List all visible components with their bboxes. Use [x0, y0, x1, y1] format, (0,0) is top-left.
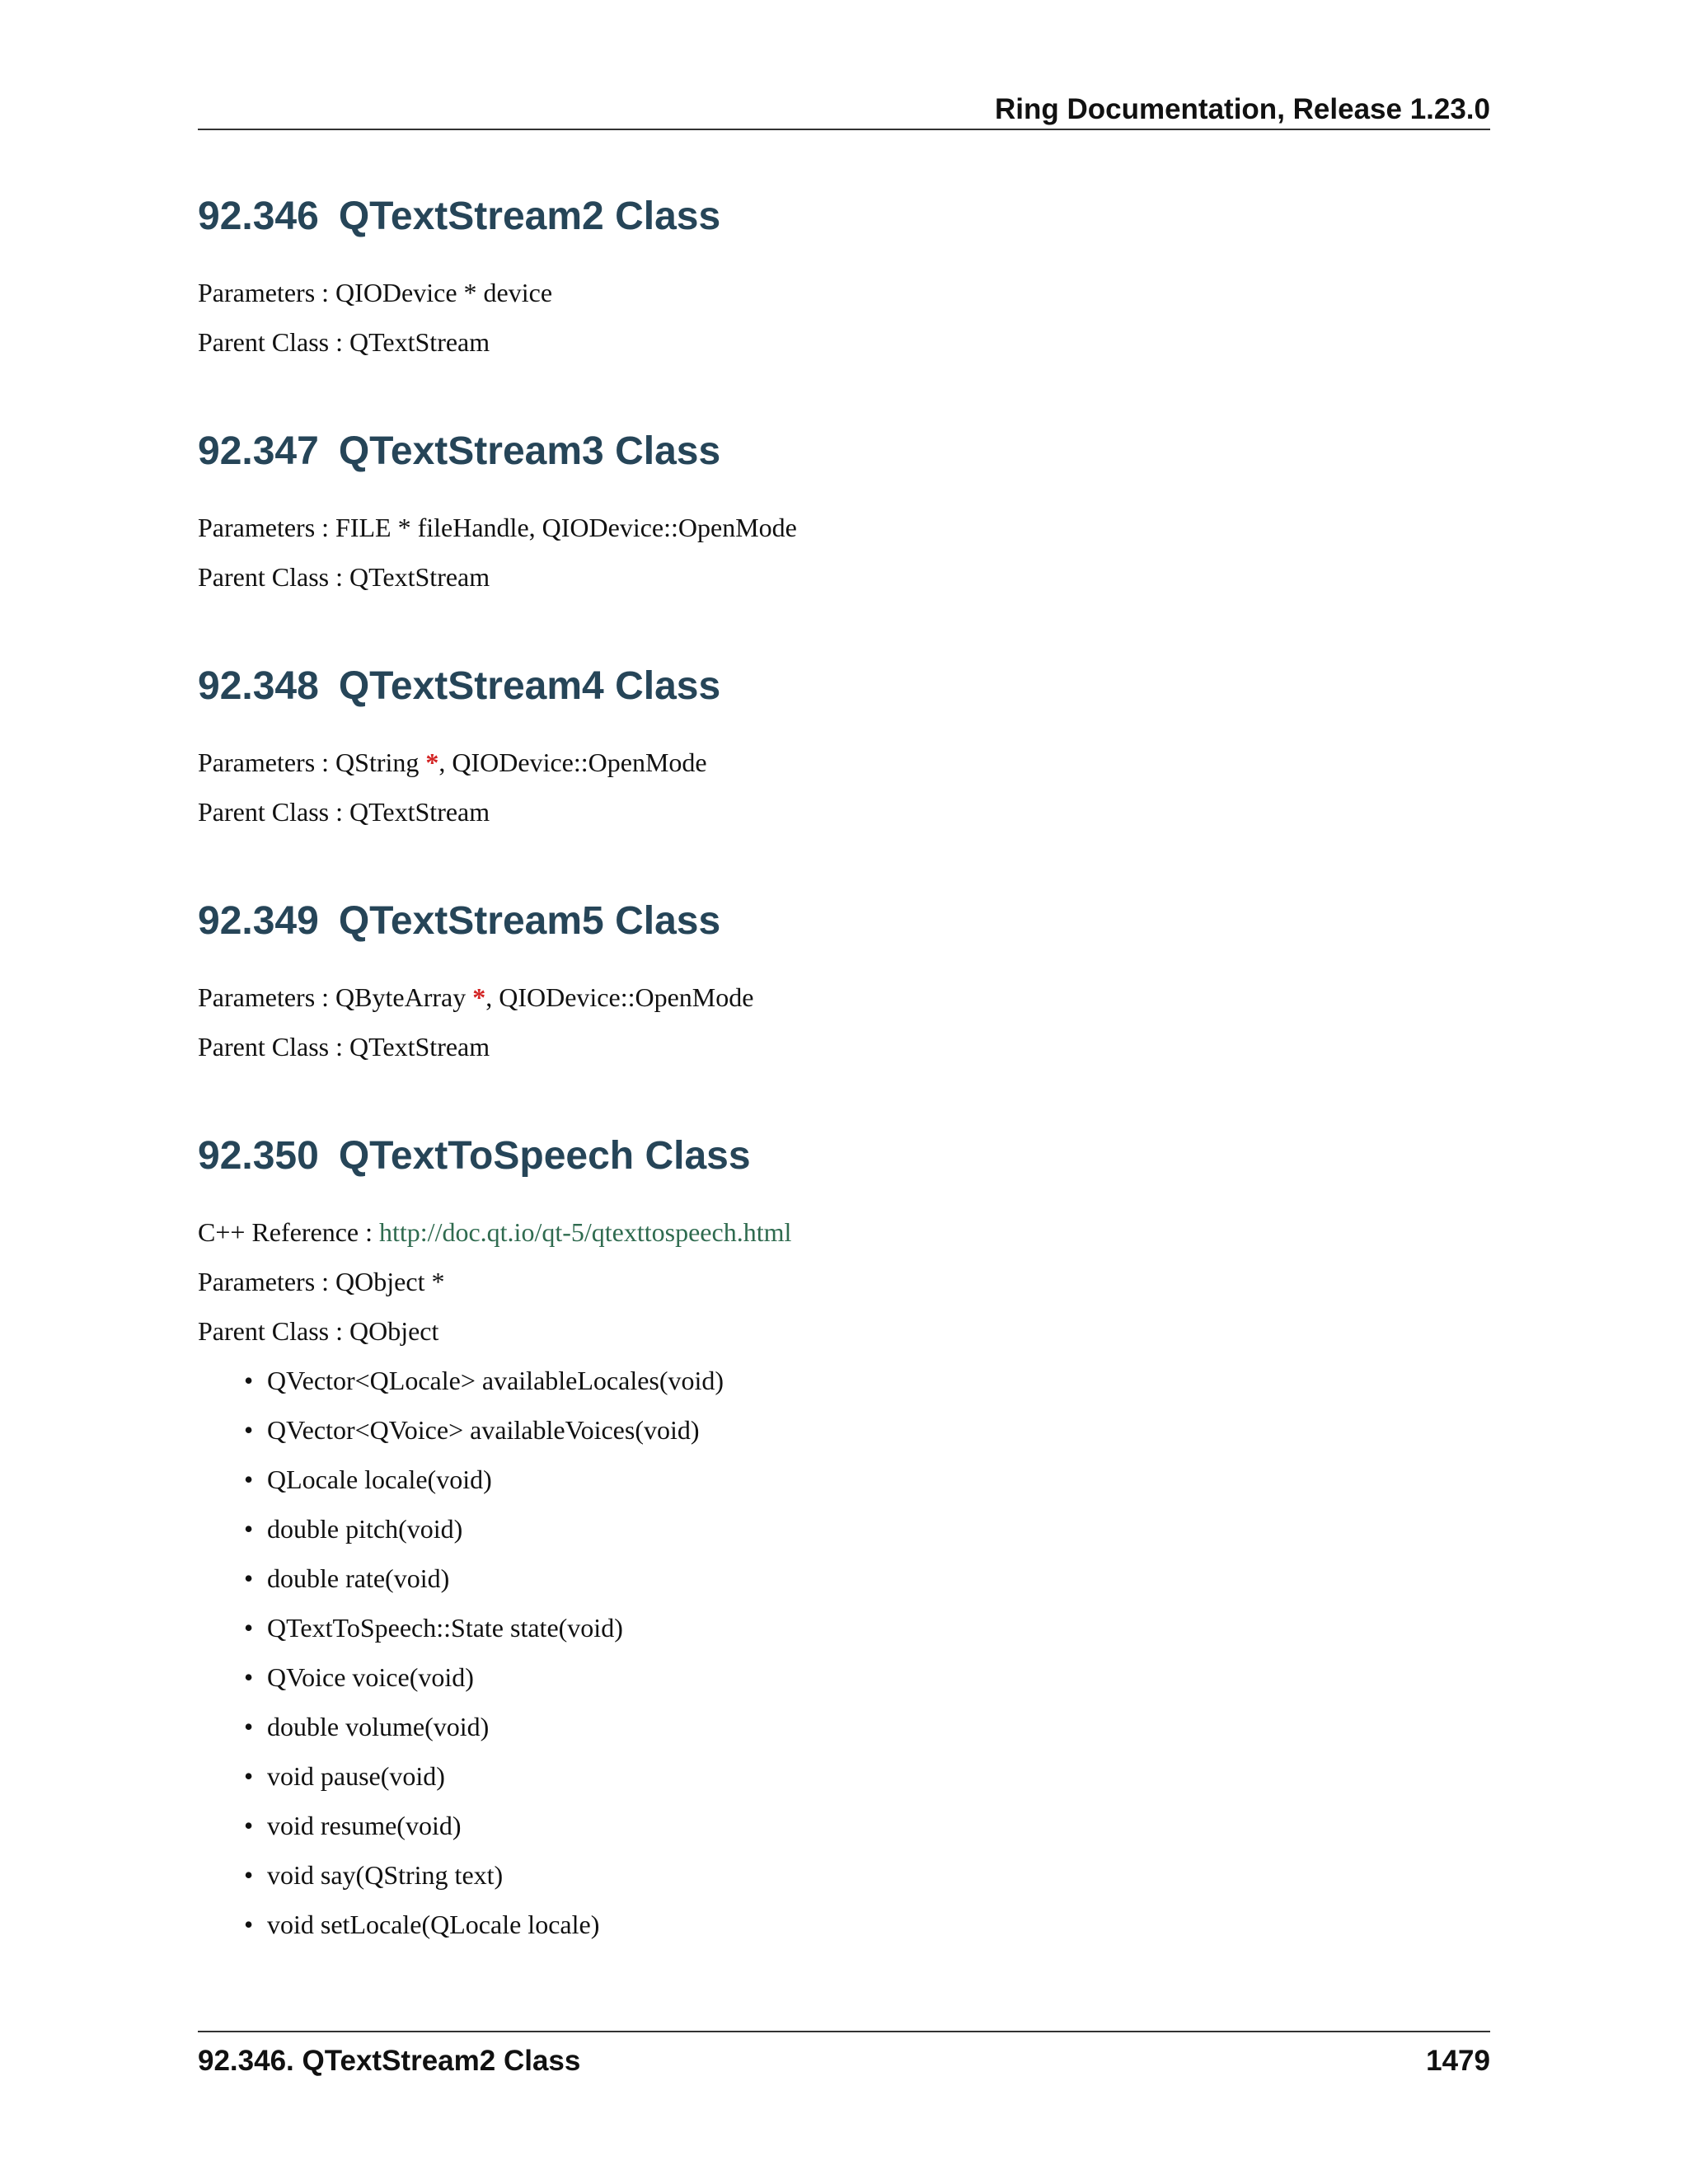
bullet-icon: • [244, 1811, 254, 1840]
parameters-line [198, 511, 1490, 544]
parameters-value-type: QByteArray [335, 982, 467, 1012]
cpp-reference-label: C++ Reference : [198, 1217, 373, 1247]
parent-class-value: QTextStream [349, 562, 490, 592]
method-signature: double volume(void) [267, 1712, 490, 1741]
section-heading [198, 662, 1490, 711]
parameters-line [198, 276, 1490, 309]
bullet-icon: • [244, 1712, 254, 1741]
parameters-value-type: QString [335, 748, 420, 777]
section-heading [198, 1132, 1490, 1181]
list-item [198, 1710, 1490, 1760]
section-number: 92.348 [198, 664, 319, 708]
parameters-value: QObject * [335, 1267, 445, 1296]
method-signature: QVector<QLocale> availableLocales(void) [267, 1366, 724, 1395]
page-number: 1479 [1426, 2045, 1490, 2077]
parent-class-label: Parent Class : [198, 1032, 343, 1062]
method-signature: QVector<QVoice> availableVoices(void) [267, 1415, 700, 1445]
section-title: QTextStream4 Class [338, 664, 721, 708]
bullet-icon: • [244, 1514, 254, 1544]
parent-class-label: Parent Class : [198, 327, 343, 357]
bullet-icon: • [244, 1415, 254, 1445]
bullet-icon: • [244, 1910, 254, 1939]
bullet-icon: • [244, 1563, 254, 1593]
bullet-icon: • [244, 1761, 254, 1791]
parameters-value: QIODevice * device [335, 278, 553, 307]
section-qtextstream2 [198, 192, 1490, 359]
pointer-star: * [472, 982, 486, 1012]
bullet-icon: • [244, 1613, 254, 1643]
section-heading [198, 897, 1490, 946]
parameters-label: Parameters : [198, 513, 330, 542]
list-item [198, 1858, 1490, 1908]
section-heading [198, 427, 1490, 476]
parent-class-value: QTextStream [349, 327, 490, 357]
section-title: QTextStream3 Class [338, 429, 721, 473]
list-item [198, 1661, 1490, 1710]
methods-list [198, 1364, 1490, 1957]
list-item [198, 1760, 1490, 1809]
list-item [198, 1908, 1490, 1957]
parameters-label: Parameters : [198, 982, 330, 1012]
parent-class-line [198, 795, 1490, 828]
parent-class-label: Parent Class : [198, 1316, 343, 1346]
parameters-label: Parameters : [198, 748, 330, 777]
parent-class-line [198, 326, 1490, 359]
bullet-icon: • [244, 1860, 254, 1890]
section-number: 92.349 [198, 899, 319, 943]
method-signature: QVoice voice(void) [267, 1662, 474, 1692]
footer-section: 92.346. QTextStream2 Class [198, 2045, 581, 2077]
cpp-reference-line [198, 1216, 1490, 1249]
section-title: QTextToSpeech Class [338, 1134, 751, 1178]
pointer-star: * [425, 748, 439, 777]
parameters-value-rest: , QIODevice::OpenMode [438, 748, 707, 777]
bullet-icon: • [244, 1465, 254, 1494]
section-qtexttospeech [198, 1132, 1490, 1957]
section-qtextstream5 [198, 897, 1490, 1063]
header-title: Ring Documentation, Release 1.23.0 [994, 93, 1490, 125]
method-signature: double pitch(void) [267, 1514, 463, 1544]
parameters-line [198, 981, 1490, 1014]
parent-class-line [198, 560, 1490, 593]
parent-class-label: Parent Class : [198, 797, 343, 827]
parameters-value: FILE * fileHandle, QIODevice::OpenMode [335, 513, 797, 542]
parent-class-line [198, 1030, 1490, 1063]
section-number: 92.350 [198, 1134, 319, 1178]
parent-class-value: QTextStream [349, 797, 490, 827]
parameters-label: Parameters : [198, 1267, 330, 1296]
list-item [198, 1413, 1490, 1463]
bullet-icon: • [244, 1366, 254, 1395]
method-signature: QLocale locale(void) [267, 1465, 492, 1494]
parameters-line [198, 1265, 1490, 1298]
method-signature: double rate(void) [267, 1563, 450, 1593]
method-signature: void setLocale(QLocale locale) [267, 1910, 600, 1939]
section-qtextstream4 [198, 662, 1490, 828]
method-signature: void resume(void) [267, 1811, 462, 1840]
parent-class-line [198, 1315, 1490, 1347]
section-qtextstream3 [198, 427, 1490, 593]
section-title: QTextStream2 Class [338, 194, 721, 238]
section-heading [198, 192, 1490, 241]
parameters-line [198, 746, 1490, 779]
section-title: QTextStream5 Class [338, 899, 721, 943]
bullet-icon: • [244, 1662, 254, 1692]
cpp-reference-link[interactable]: http://doc.qt.io/qt-5/qtexttospeech.html [379, 1217, 792, 1247]
parameters-value-rest: , QIODevice::OpenMode [485, 982, 754, 1012]
list-item [198, 1512, 1490, 1562]
section-number: 92.347 [198, 429, 319, 473]
list-item [198, 1463, 1490, 1512]
list-item [198, 1364, 1490, 1413]
method-signature: QTextToSpeech::State state(void) [267, 1613, 623, 1643]
list-item [198, 1611, 1490, 1661]
page-header [198, 89, 1490, 130]
section-number: 92.346 [198, 194, 319, 238]
method-signature: void say(QString text) [267, 1860, 504, 1890]
parameters-label: Parameters : [198, 278, 330, 307]
list-item [198, 1562, 1490, 1611]
parent-class-value: QTextStream [349, 1032, 490, 1062]
list-item [198, 1809, 1490, 1858]
method-signature: void pause(void) [267, 1761, 445, 1791]
page-footer [198, 2031, 1490, 2082]
parent-class-value: QObject [349, 1316, 439, 1346]
parent-class-label: Parent Class : [198, 562, 343, 592]
